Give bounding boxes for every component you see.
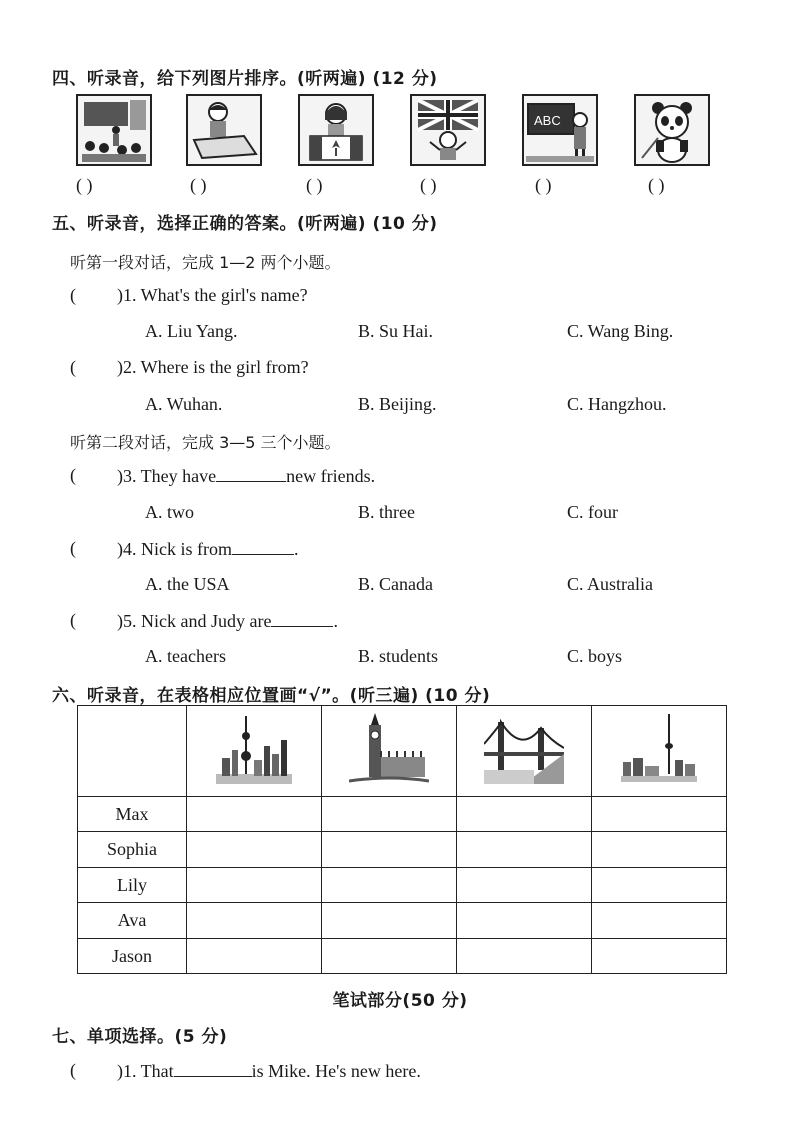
tick-cell[interactable] [592,832,727,868]
panda-picture-icon [634,94,710,166]
q2-option-c: C. Hangzhou. [567,394,667,414]
tick-cell[interactable] [457,832,592,868]
order-paren-4[interactable]: ( ) [420,175,437,195]
shanghai-skyline-icon [214,710,294,788]
tick-cell[interactable] [322,903,457,939]
landmark-header-cell [322,706,457,797]
order-paren-5[interactable]: ( ) [535,175,552,195]
q1-option-a: A. Liu Yang. [145,321,238,341]
tick-cell[interactable] [457,939,592,974]
student-name-cell: Max [78,797,187,832]
landmark-table [77,705,727,974]
cn-tower-skyline-icon [619,710,699,788]
question-3-suffix: new friends. [286,466,376,486]
table-header-row [78,706,727,797]
q1-option-c: C. Wang Bing. [567,321,674,341]
teacher-abc-picture-icon [522,94,598,166]
answer-paren-3[interactable]: ( [70,465,76,485]
table-row [78,797,727,832]
landmark-header-cell [187,706,322,797]
question-4-text [117,538,298,560]
q3-option-a: A. two [145,502,194,522]
section-6-heading: 六、听录音，在表格相应位置画“√”。(听三遍) (10 分) [52,686,491,706]
q3-option-b: B. three [358,502,415,522]
table-row [78,903,727,939]
question-1-text: )1. What's the girl's name? [117,285,308,305]
s7-question-1-text [117,1060,421,1082]
blackboard-abc-text: ABC [534,113,561,128]
question-3-text [117,465,375,487]
section-5-heading: 五、听录音，选择正确的答案。(听两遍) (10 分) [52,214,438,234]
s7-question-1-blank[interactable] [174,1060,252,1077]
q5-option-a: A. teachers [145,646,226,666]
student-name-cell: Sophia [78,832,187,868]
tick-cell[interactable] [187,903,322,939]
question-2-text: )2. Where is the girl from? [117,357,309,377]
student-name-cell: Ava [78,903,187,939]
question-5-text [117,610,338,632]
q5-option-c: C. boys [567,646,623,666]
order-paren-1[interactable]: ( ) [76,175,93,195]
question-4-blank[interactable] [232,538,294,555]
q1-option-b: B. Su Hai. [358,321,434,341]
table-corner-cell [78,706,187,797]
answer-paren-5[interactable]: ( [70,610,76,630]
landmark-header-cell [457,706,592,797]
tick-cell[interactable] [322,797,457,832]
s7-question-1-suffix: is Mike. He's new here. [251,1061,421,1081]
tick-cell[interactable] [592,939,727,974]
tick-cell[interactable] [322,868,457,903]
tick-cell[interactable] [187,797,322,832]
q2-option-b: B. Beijing. [358,394,437,414]
tick-cell[interactable] [457,903,592,939]
s7-question-1-prefix: )1. That [117,1061,174,1081]
tick-cell[interactable] [457,797,592,832]
question-4-suffix: . [293,539,299,559]
golden-gate-bridge-icon [484,714,564,784]
q3-option-c: C. four [567,502,618,522]
dialogue-1-intro: 听第一段对话，完成 1—2 两个小题。 [70,253,341,272]
q4-option-c: C. Australia [567,574,653,594]
tick-cell[interactable] [187,939,322,974]
section-7-heading: 七、单项选择。(5 分) [52,1027,228,1047]
q2-option-a: A. Wuhan. [145,394,223,414]
section-4-heading: 四、听录音，给下列图片排序。(听两遍) (12 分) [52,69,438,89]
tick-cell[interactable] [322,832,457,868]
tick-cell[interactable] [187,868,322,903]
big-ben-icon [349,709,429,789]
answer-paren-4[interactable]: ( [70,538,76,558]
table-row [78,939,727,974]
tick-cell[interactable] [187,832,322,868]
question-4-prefix: )4. Nick is from [117,539,232,559]
tick-cell[interactable] [592,903,727,939]
landmark-header-cell [592,706,727,797]
table-row [78,868,727,903]
tick-cell[interactable] [457,868,592,903]
question-5-prefix: )5. Nick and Judy are [117,611,272,631]
question-3-prefix: )3. They have [117,466,217,486]
answer-paren-s7-1[interactable]: ( [70,1060,76,1080]
question-3-blank[interactable] [216,465,286,482]
tick-cell[interactable] [592,868,727,903]
student-name-cell: Jason [78,939,187,974]
order-paren-3[interactable]: ( ) [306,175,323,195]
q4-option-a: A. the USA [145,574,230,594]
question-5-blank[interactable] [271,610,333,627]
classroom-picture-icon [76,94,152,166]
order-paren-2[interactable]: ( ) [190,175,207,195]
written-part-heading: 笔试部分(50 分) [332,991,468,1011]
q5-option-b: B. students [358,646,439,666]
answer-paren-1[interactable]: ( [70,285,76,305]
canada-girl-picture-icon [298,94,374,166]
question-5-suffix: . [333,611,338,631]
table-row [78,832,727,868]
q4-option-b: B. Canada [358,574,433,594]
dialogue-2-intro: 听第二段对话，完成 3—5 三个小题。 [70,433,341,452]
tick-cell[interactable] [592,797,727,832]
answer-paren-2[interactable]: ( [70,357,76,377]
student-name-cell: Lily [78,868,187,903]
boy-drawing-picture-icon [186,94,262,166]
uk-girl-picture-icon [410,94,486,166]
tick-cell[interactable] [322,939,457,974]
order-paren-6[interactable]: ( ) [648,175,665,195]
